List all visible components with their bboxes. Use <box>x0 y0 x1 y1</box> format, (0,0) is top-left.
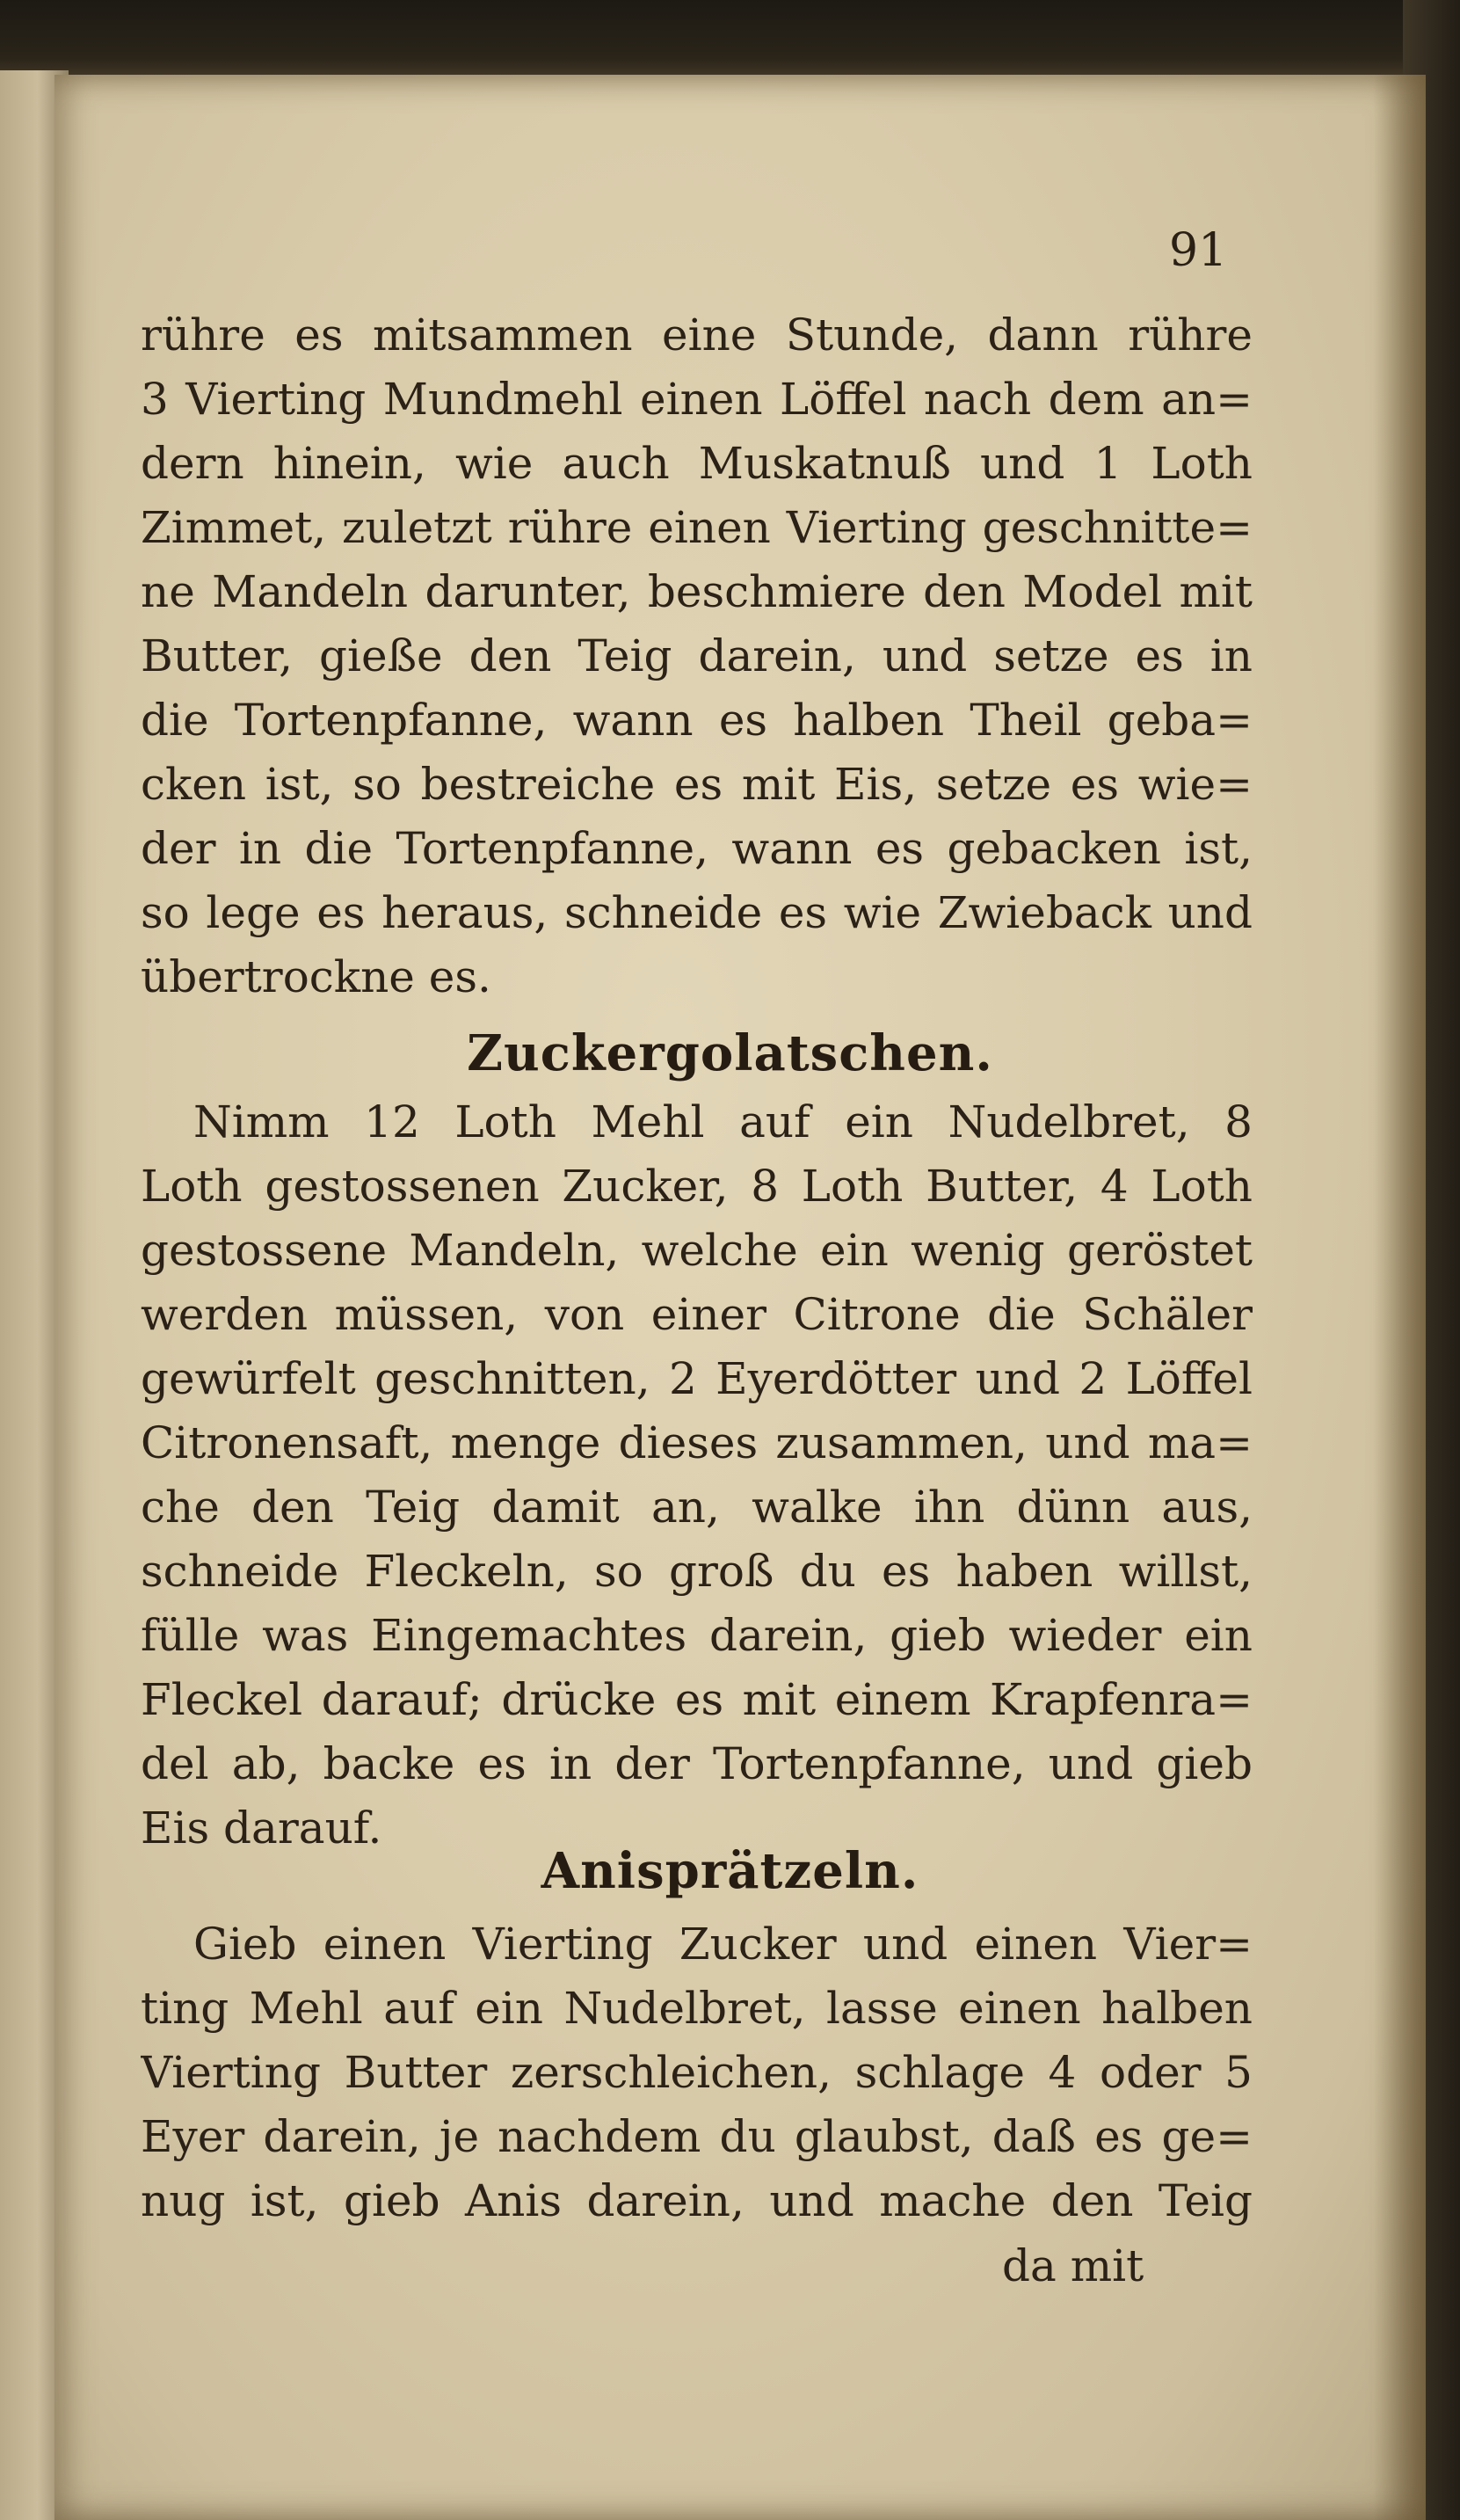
text-line: Nimm 12 Loth Mehl auf ein Nudelbret, 8 <box>193 1096 1253 1147</box>
text-line: nug ist, gieb Anis darein, und mache den Teig <box>141 2175 1253 2226</box>
text-line: del ab, backe es in der Tortenpfanne, und gieb <box>141 1738 1253 1789</box>
catchword: da mit <box>1002 2240 1144 2291</box>
page-number: 91 <box>1169 224 1228 277</box>
recipe-zuckergolatschen-text <box>141 1090 1253 1861</box>
text-line: Fleckel darauf; drücke es mit einem Krapfenra= <box>141 1674 1253 1725</box>
text-line: Eis darauf. <box>141 1803 382 1854</box>
text-line: che den Teig damit an, walke ihn dünn aus, <box>141 1482 1253 1533</box>
text-line: so lege es heraus, schneide es wie Zwieback und <box>141 887 1253 938</box>
text-line: Citronensaft, menge dieses zusammen, und ma= <box>141 1417 1253 1468</box>
recipe-continued-text <box>141 303 1253 1009</box>
text-line: dern hinein, wie auch Muskatnuß und 1 Loth <box>141 438 1253 489</box>
text-line: werden müssen, von einer Citrone die Schäler <box>141 1289 1253 1340</box>
recipe-title-zuckergolatschen: Zuckergolatschen. <box>467 1024 993 1082</box>
text-line: cken ist, so bestreiche es mit Eis, setze es wie= <box>141 759 1253 810</box>
text-line: Butter, gieße den Teig darein, und setze es in <box>141 630 1253 681</box>
text-line: Eyer darein, je nachdem du glaubst, daß es ge= <box>141 2111 1253 2162</box>
scan-background-top <box>0 0 1460 84</box>
text-line: übertrockne es. <box>141 951 491 1002</box>
text-line: Gieb einen Vierting Zucker und einen Vier= <box>193 1919 1253 1970</box>
text-line: die Tortenpfanne, wann es halben Theil geba= <box>141 695 1253 746</box>
text-line: Loth gestossenen Zucker, 8 Loth Butter, 4 Loth <box>141 1161 1253 1212</box>
text-line: ne Mandeln darunter, beschmiere den Model mit <box>141 566 1253 617</box>
text-line: schneide Fleckeln, so groß du es haben willst, <box>141 1546 1253 1597</box>
text-line: Vierting Butter zerschleichen, schlage 4 oder 5 <box>141 2047 1253 2098</box>
text-line: der in die Tortenpfanne, wann es gebacken ist, <box>141 823 1253 874</box>
text-line: gestossene Mandeln, welche ein wenig geröstet <box>141 1225 1253 1276</box>
text-line: ting Mehl auf ein Nudelbret, lasse einen halben <box>141 1983 1253 2034</box>
recipe-title-anisbraetzeln: Anisprätzeln. <box>541 1842 919 1900</box>
text-line: fülle was Eingemachtes darein, gieb wieder ein <box>141 1610 1253 1661</box>
text-line: rühre es mitsammen eine Stunde, dann rühre <box>141 310 1253 361</box>
text-line: gewürfelt geschnitten, 2 Eyerdötter und 2 Löffel <box>141 1353 1253 1404</box>
text-line: Zimmet, zuletzt rühre einen Vierting geschnitte= <box>141 502 1253 553</box>
recipe-anisbraetzeln-text <box>141 1912 1253 2233</box>
text-line: 3 Vierting Mundmehl einen Löffel nach dem an= <box>141 374 1253 425</box>
